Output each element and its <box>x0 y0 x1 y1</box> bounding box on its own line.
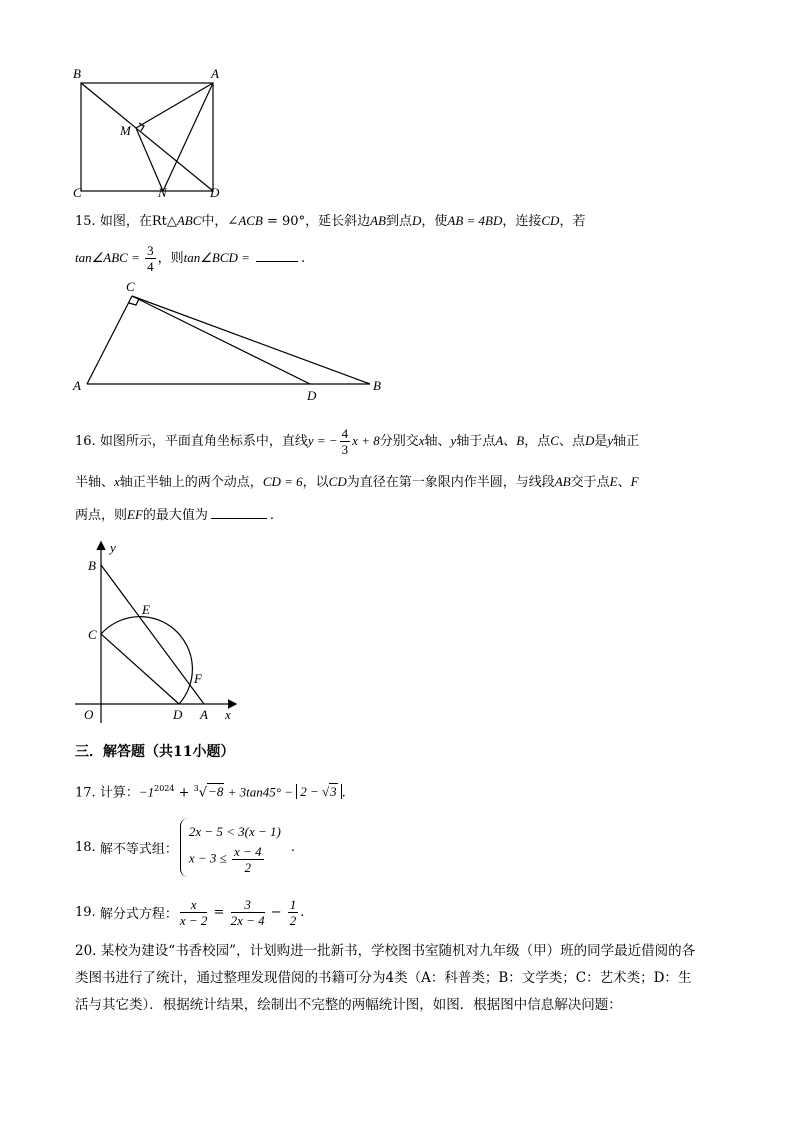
fraction-3-4: $\frac{3}{4}$ <box>147 243 154 274</box>
segment-cd <box>132 296 310 384</box>
segment-an <box>163 83 213 191</box>
label-B: B <box>373 378 381 393</box>
label-x: x <box>225 707 231 722</box>
answer-blank-16 <box>211 506 267 519</box>
q15-line2: tan∠ABC = $\frac{3}{4}$ ，则tan∠BCD = . <box>75 243 306 274</box>
figure-16-coordinate-plane <box>75 538 250 728</box>
q16-line2: 半轴、x轴正半轴上的两个动点，CD = 6，以CD为直径在第一象限内作半圆，与线段AB交于点E、F <box>75 474 639 490</box>
segment-ba <box>101 565 204 704</box>
answer-blank-15 <box>256 249 298 262</box>
label-N: N <box>158 185 167 200</box>
label-E: E <box>142 602 150 617</box>
segment-ac <box>87 296 132 384</box>
q17-line: 17. 计算：$-1^{2024} + ^3√-8 + 3\tan 45^\circ - 2 - √3$ . <box>75 784 346 801</box>
label-M: M <box>120 123 131 138</box>
q19-line: 19. 解分式方程： $\frac{x}{x - 2}$ = $\frac{3}{2x - 4}$ − $\frac{1}{2}$ . <box>75 897 305 928</box>
label-C: C <box>126 279 135 294</box>
q15-line1: 15. 如图，在Rt△ABC中，∠ACB = 90°，延长斜边AB到点D，使AB = 4BD，连接CD，若 <box>75 213 586 229</box>
label-B: B <box>88 558 96 573</box>
label-A: A <box>200 707 208 722</box>
q20-paragraph: 20. 某校为建设“书香校园”，计划购进一批新书，学校图书室随机对九年级（甲）班的同学最近借阅的各 类图书进行了统计，通过整理发现借阅的书籍可分为4类（A：科普类；B：文学类；C：艺术类；D：生 活与其它类）．根据统计结果，绘制出不完整的两幅统计图，如图．根据图中信息解决问题： <box>75 943 696 1013</box>
segment-am <box>136 83 213 128</box>
figure-15-triangle <box>70 276 400 408</box>
label-D: D <box>307 388 317 403</box>
figure-14-rectangle <box>70 64 230 204</box>
inequality-system: 2x − 5 < 3(x − 1) x − 3 ≤ $\frac{x - 4}{2}$ <box>180 818 285 877</box>
label-D: D <box>210 185 220 200</box>
segment-cd <box>101 634 179 704</box>
label-F: F <box>194 671 202 686</box>
label-D: D <box>173 707 183 722</box>
label-y: y <box>110 540 116 555</box>
label-C: C <box>88 627 97 642</box>
label-C: C <box>73 185 82 200</box>
label-B: B <box>73 66 81 81</box>
q16-line3: 两点，则EF的最大值为 . <box>75 507 275 523</box>
section-heading: 三．解答题（共11小题） <box>75 744 235 760</box>
fraction-4-3: $\frac{4}{3}$ <box>341 426 349 457</box>
semicircle-cd <box>101 617 192 704</box>
segment-mn <box>136 128 163 191</box>
absolute-value: 2 − √3 <box>296 784 341 799</box>
segment-cb <box>132 296 370 384</box>
label-A: A <box>211 66 219 81</box>
label-O: O <box>84 707 94 722</box>
q18-line: 18. 解不等式组： 2x − 5 < 3(x − 1) x − 3 ≤ $\frac{x - 4}{2}$ . <box>75 818 295 877</box>
label-A: A <box>73 378 81 393</box>
q16-line1: 16. 如图所示，平面直角坐标系中，直线y = − $\frac{4}{3}$ x + 8分别交x轴、y轴于点A、B，点C、点D是y轴正 <box>75 426 640 457</box>
segment-bd-diagonal <box>81 83 213 191</box>
